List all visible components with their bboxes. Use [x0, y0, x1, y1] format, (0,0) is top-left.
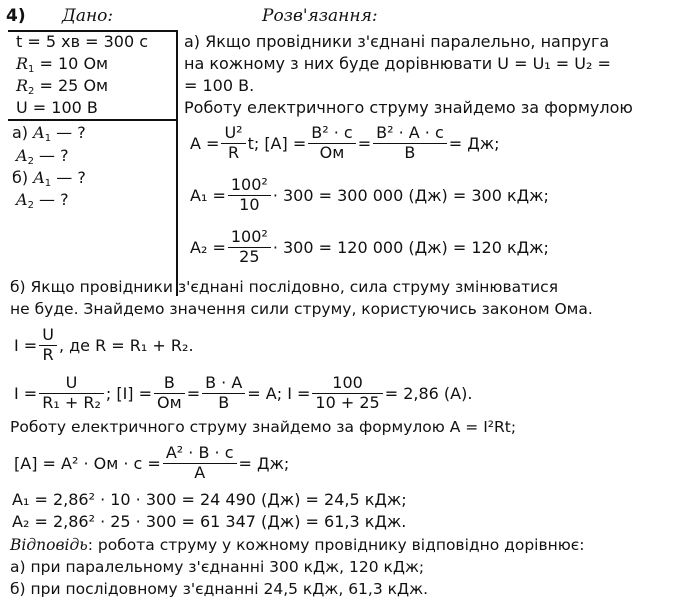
ohm-law-formula: I = $\frac{U}{R}$ , де R = R₁ + R₂. [14, 324, 194, 364]
answer-a: а) при паралельному з'єднанні 300 кДж, 120 кДж; [10, 558, 425, 576]
find-a2: $A_2$ — ? [16, 146, 69, 167]
formula-a1-series: A₁ = 2,86² · 10 · 300 = 24 490 (Дж) = 24,5 кДж; [12, 490, 407, 509]
part-a-line4: Роботу електричного струму знайдемо за формулою [184, 98, 633, 117]
find-b1: б) $A_1$ — ? [12, 168, 86, 189]
given-t: t = 5 хв = 300 с [16, 32, 149, 51]
find-a1: а) $A_1$ — ? [12, 123, 86, 144]
formula-a2-parallel: A₂ = $\frac{\text{100²}}{25}$ · 300 = 120 000 (Дж) = 120 кДж; [190, 226, 549, 266]
formula-work: A = $\frac{\text{U²}}{R}$ t; [A] = $\frac{\text{В² · с}}{Ом}$ = $\frac{\text{В² · А · с}}{В}$ = Дж; [190, 122, 500, 162]
given-u: U = 100 В [16, 98, 98, 117]
work-units-formula: [A] = А² · Ом · с = $\frac{\text{А² · В · с}}{А}$ = Дж; [14, 442, 290, 482]
part-b-line3: Роботу електричного струму знайдемо за формулою A = I²Rt; [10, 418, 517, 436]
current-formula: I = $\frac{U}{\text{R₁ + R₂}}$ ; [I] = $\frac{В}{Ом}$ = $\frac{В \cdot А}{В}$ = А; I = $\frac{100}{10 + 25}$ = 2,86 (А). [14, 372, 473, 412]
given-r1: $R_1 = 10$ Ом [16, 54, 109, 75]
answer-b: б) при послідовному з'єднанні 24,5 кДж, 61,3 кДж. [10, 580, 428, 598]
part-a-line1: а) Якщо провідники з'єднані паралельно, напруга [184, 32, 610, 51]
part-a-line3: = 100 В. [184, 76, 255, 95]
part-a-line2: на кожному з них буде дорівнювати U = U₁ = U₂ = [184, 54, 611, 73]
formula-a1-parallel: A₁ = $\frac{\text{100²}}{10}$ · 300 = 300 000 (Дж) = 300 кДж; [190, 174, 549, 214]
problem-number: 4) [6, 6, 26, 26]
given-heading: Дано: [62, 6, 114, 26]
given-r2: $R_2 = 25$ Ом [16, 76, 109, 97]
part-b-line1: б) Якщо провідники з'єднані послідовно, сила струму змінюватися [10, 278, 559, 296]
answer-label: Відповідь [10, 536, 88, 554]
answer-heading: Відповідь: робота струму у кожному провіднику відповідно дорівнює: [10, 536, 585, 554]
part-b-line2: не буде. Знайдемо значення сили струму, користуючись законом Ома. [10, 300, 593, 318]
given-find-separator [8, 119, 178, 121]
find-b2: $A_2$ — ? [16, 190, 69, 211]
given-vertical-rule [176, 30, 178, 296]
solution-heading: Розв'язання: [262, 6, 378, 26]
formula-a2-series: A₂ = 2,86² · 25 · 300 = 61 347 (Дж) = 61,3 кДж. [12, 512, 407, 531]
